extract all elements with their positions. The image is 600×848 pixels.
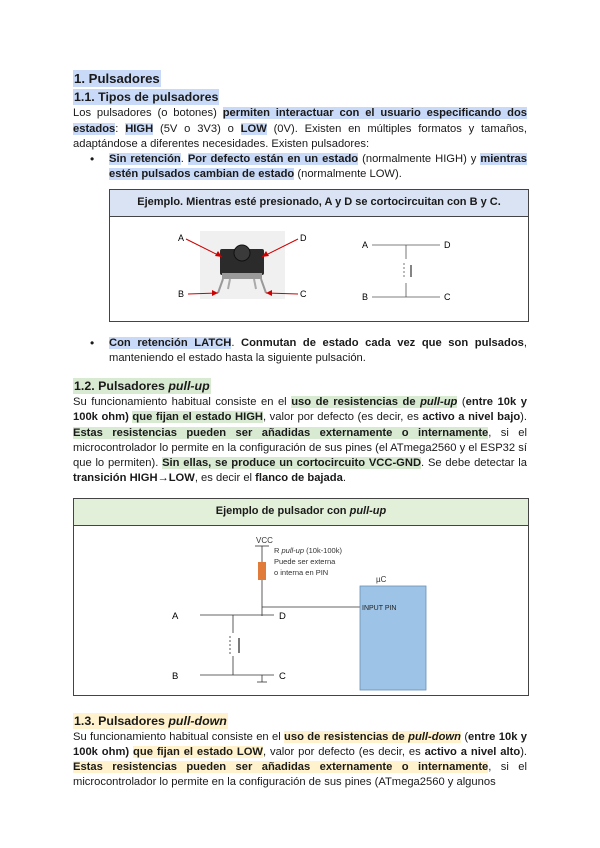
bold-text: entre 10k y 100k ohm) <box>73 730 527 759</box>
text: Los pulsadores (o botones) <box>73 107 223 120</box>
title-text: Ejemplo de pulsador con <box>215 505 350 518</box>
title-em: pull-down <box>168 713 227 728</box>
text-em: pull-down <box>408 730 461 743</box>
bold-text: activo a nivel bajo <box>422 411 521 424</box>
label-d-photo: D <box>300 232 307 243</box>
highlight: Sin ellas, se produce un cortocircuito VCC-GND <box>162 457 422 470</box>
text: , valor por defecto (es decir, es <box>262 746 425 759</box>
text: (normalmente HIGH) y <box>358 153 481 166</box>
input-pin-label: INPUT PIN <box>362 604 397 612</box>
text: ). <box>520 411 528 424</box>
highlight: Con retención LATCH <box>109 336 232 349</box>
text-em: pull-up <box>281 545 305 555</box>
section-1-2 <box>73 378 527 395</box>
text-em: pull-up <box>420 396 458 409</box>
highlight-high: HIGH <box>125 122 154 135</box>
text: (5V o 3V3) o <box>153 122 241 135</box>
example-box-1 <box>109 189 529 321</box>
bold-text: transición HIGH→LOW <box>73 472 195 485</box>
text: , valor por defecto (es decir, es <box>262 411 423 424</box>
bold-text: Conmutan de estado cada vez que son pulsados <box>241 336 524 349</box>
paragraph-pull-down <box>73 730 527 791</box>
text: . <box>180 153 188 166</box>
resistor-note-1: Puede ser externa <box>274 556 336 566</box>
text: (0V). Existen en múltiples formatos y tamaños, adaptándose a diferentes necesidades. Existen pulsadores: <box>73 122 528 150</box>
highlight <box>284 731 461 743</box>
highlight: Estas resistencias pueden ser añadidas externamente o internamente <box>73 426 489 439</box>
highlight: mientras estén pulsados cambian de estado <box>109 153 527 181</box>
section-1-2-title <box>73 378 211 394</box>
label-a-photo: A <box>178 232 185 243</box>
text: Su funcionamiento habitual consiste en el <box>73 396 292 409</box>
highlight: Sin retención <box>109 153 181 166</box>
section-1-3-title <box>73 713 228 729</box>
pull-up-resistor <box>258 562 266 580</box>
label-d-schematic: D <box>444 239 451 250</box>
text: . Se debe detectar la <box>421 457 528 470</box>
text: (normalmente LOW). <box>294 168 402 181</box>
highlight: Estas resistencias pueden ser añadidas externamente o internamente <box>73 761 489 774</box>
pushbutton-diagram <box>110 217 528 321</box>
document-page <box>73 70 527 791</box>
vcc-label: VCC <box>256 535 273 545</box>
label-b-photo: B <box>178 288 185 299</box>
uc-label: µC <box>376 574 387 584</box>
highlight-low: LOW <box>240 122 267 135</box>
label-c-photo: C <box>300 288 307 299</box>
label-c: C <box>279 670 286 682</box>
section-1-1-title: 1.1. Tipos de pulsadores <box>74 90 219 105</box>
highlight: Por defecto están en un estado <box>187 153 359 166</box>
text: ( <box>460 730 469 743</box>
example-box-1-title: Ejemplo. Mientras esté presionado, A y D se cortocircuitan con B y C. <box>110 190 528 216</box>
label-a-schematic: A <box>362 239 369 250</box>
section-1-3 <box>73 713 527 730</box>
pull-up-circuit <box>74 526 528 695</box>
text: ( <box>457 396 466 409</box>
title-text: 1.3. Pulsadores <box>74 713 169 728</box>
text: : <box>115 122 126 135</box>
bold-text: activo a nivel alto <box>424 746 521 759</box>
text: R <box>274 545 282 555</box>
highlight: permiten interactuar con el usuario especificando dos estados <box>73 107 528 135</box>
microcontroller-block <box>360 586 426 690</box>
bullet-sin-retencion <box>73 152 527 182</box>
text: , si el microcontrolador lo permite en la configuración de sus pines (ATmega2560 y algunos <box>73 761 527 789</box>
label-c-schematic: C <box>444 291 451 302</box>
example-box-2 <box>73 498 529 695</box>
label-b: B <box>172 670 179 682</box>
paragraph-intro <box>73 106 527 152</box>
text: uso de resistencias de <box>284 730 409 743</box>
bullet-con-retencion <box>73 336 527 366</box>
pushbutton-photo <box>200 231 285 299</box>
label-b-schematic: B <box>362 291 369 302</box>
title-text: 1.2. Pulsadores <box>74 379 169 394</box>
highlight: que fijan el estado LOW <box>133 746 263 759</box>
section-1-1 <box>73 89 527 106</box>
highlight: que fijan el estado HIGH <box>132 411 263 424</box>
title-em: pull-up <box>349 505 387 518</box>
example-box-2-title <box>74 499 528 525</box>
example-box-1-body <box>110 217 528 321</box>
paragraph-pull-up <box>73 395 527 486</box>
text: , si el microcontrolador lo permite en la configuración de sus pines (el ATmega2560 y el ESP32 sí que lo permiten). <box>73 426 527 470</box>
text: Su funcionamiento habitual consiste en el <box>73 730 285 743</box>
resistor-note-2: o interna en PIN <box>274 567 329 577</box>
switch-schematic <box>362 240 451 302</box>
text: . <box>231 336 242 349</box>
text: uso de resistencias de <box>291 396 421 409</box>
text: , es decir el <box>194 472 256 485</box>
text: . <box>342 472 346 485</box>
resistor-label <box>274 546 342 555</box>
bold-text: entre 10k y 100k ohm) <box>73 396 527 424</box>
title-em: pull-up <box>168 379 210 394</box>
section-1-title: 1. Pulsadores <box>74 71 160 86</box>
text: ). <box>520 746 528 759</box>
label-d: D <box>279 610 286 622</box>
example-box-2-body <box>74 526 528 695</box>
highlight <box>291 396 457 408</box>
label-a: A <box>172 610 179 622</box>
bold-text: flanco de bajada <box>255 472 343 485</box>
text: (10k-100k) <box>304 545 342 555</box>
text: , manteniendo el estado hasta la siguiente pulsación. <box>109 336 527 364</box>
section-1 <box>73 70 527 88</box>
